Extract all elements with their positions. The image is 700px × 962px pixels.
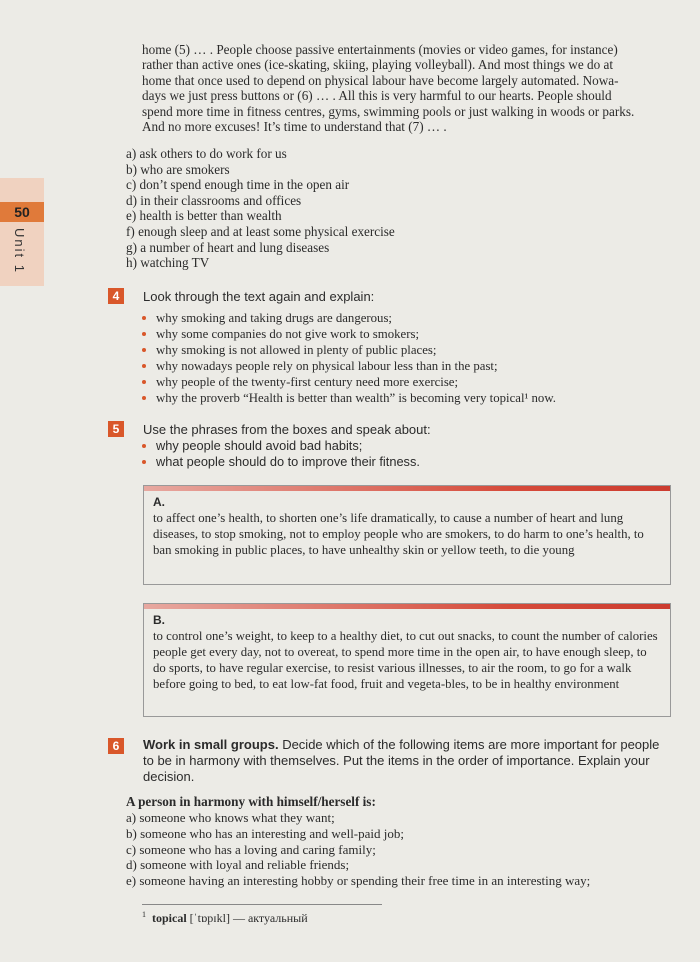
- task-6-list-heading: A person in harmony with himself/herself is:: [126, 794, 376, 809]
- unit-label: Unit 1: [12, 228, 27, 274]
- box-header-bar: [144, 604, 670, 609]
- list-item: c) someone who has a loving and caring family;: [126, 841, 376, 857]
- passage-line: rather than active ones (ice-skating, skiing, playing volleyball). And most things we do at: [142, 57, 613, 73]
- list-item: e) someone having an interesting hobby or spending their free time in an interesting way;: [126, 873, 591, 889]
- list-item: why the proverb “Health is better than wealth” is becoming very topical¹ now.: [140, 390, 670, 406]
- box-header-bar: [144, 486, 670, 491]
- passage-line: And no more excuses! It’s time to understand that (7) … .: [142, 119, 447, 135]
- list-item: d) someone with loyal and reliable friends;: [126, 857, 350, 873]
- task-6-list: [126, 810, 676, 889]
- list-item: why people should avoid bad habits;: [140, 438, 670, 454]
- footnote-transcription: [ˈtɒpɪkl]: [189, 911, 230, 925]
- list-item: why people of the twenty-first century need more exercise;: [140, 374, 670, 390]
- option-item: a) ask others to do work for us: [126, 146, 287, 161]
- list-item: why some companies do not give work to smokers;: [140, 326, 670, 342]
- passage-line: home (5) … . People choose passive entertainments (movies or video games, for instance): [142, 42, 618, 57]
- task-6-number: 6: [108, 738, 124, 754]
- list-item: why smoking and taking drugs are dangerous;: [140, 310, 670, 326]
- passage-text: [142, 42, 672, 134]
- phrase-box-a: [143, 485, 671, 585]
- option-item: h) watching TV: [126, 255, 210, 271]
- box-label: A.: [153, 495, 165, 509]
- option-item: g) a number of heart and lung diseases: [126, 239, 330, 255]
- option-item: b) who are smokers: [126, 161, 230, 177]
- page-number: 50: [0, 202, 44, 222]
- option-item: c) don’t spend enough time in the open air: [126, 177, 350, 193]
- answer-options: [126, 146, 395, 271]
- list-item: a) someone who knows what they want;: [126, 810, 335, 825]
- unit-side-tab: [0, 178, 44, 286]
- option-item: f) enough sleep and at least some physical exercise: [126, 223, 395, 239]
- footnote-marker: 1: [142, 910, 146, 919]
- option-item: d) in their classrooms and offices: [126, 192, 302, 208]
- box-text: to control one’s weight, to keep to a healthy diet, to cut out snacks, to count the number of calories people get every day, not to overeat, to spend more time in the open air, to have enough sleep, to do sports, to have regular exercise, to resist various illnesses, to air the room, to go for a walk before going to bed, to eat low-fat food, fruit and vegeta-bles, to be in healthy environment: [153, 629, 658, 691]
- phrase-box-b: [143, 603, 671, 717]
- option-item: e) health is better than wealth: [126, 208, 282, 224]
- footnote: [142, 910, 308, 926]
- footnote-translation: — актуальный: [232, 911, 308, 925]
- task-5-number: 5: [108, 421, 124, 437]
- footnote-divider: [142, 904, 382, 905]
- task-6-bold-lead: Work in small groups.: [143, 737, 279, 752]
- list-item: what people should do to improve their fitness.: [140, 454, 670, 470]
- task-5-instruction: Use the phrases from the boxes and speak about:: [143, 422, 431, 437]
- task-4-number: 4: [108, 288, 124, 304]
- task-6-instruction-block: [143, 737, 670, 785]
- list-item: why smoking is not allowed in plenty of public places;: [140, 342, 670, 358]
- box-label: B.: [153, 613, 165, 627]
- passage-line: home that once used to depend on physical labour have become largely automated. Nowa-: [142, 72, 619, 88]
- task-4-list: [140, 310, 670, 406]
- box-text: to affect one’s health, to shorten one’s life dramatically, to cause a number of heart and lung diseases, to stop smoking, not to employ people who are smokers, to do harm to one’s health, to ban smoking in public places, to have unhealthy skin or yellow teeth, to die young: [153, 511, 644, 557]
- list-item: b) someone who has an interesting and well-paid job;: [126, 825, 404, 841]
- task-5-list: [140, 438, 670, 470]
- task-4-instruction: Look through the text again and explain:: [143, 289, 375, 304]
- task-6-instruction: Decide which of the following items are more important for people to be in harmony with themselves. Put the items in the order of importance. Explain your decision.: [143, 737, 660, 784]
- passage-line: days we just press buttons or (6) … . All this is very harmful to our hearts. People should: [142, 88, 612, 104]
- list-item: why nowadays people rely on physical labour less than in the past;: [140, 358, 670, 374]
- passage-line: spend more time in fitness centres, gyms, swimming pools or just walking in woods or parks.: [142, 103, 635, 119]
- footnote-term: topical: [152, 911, 187, 925]
